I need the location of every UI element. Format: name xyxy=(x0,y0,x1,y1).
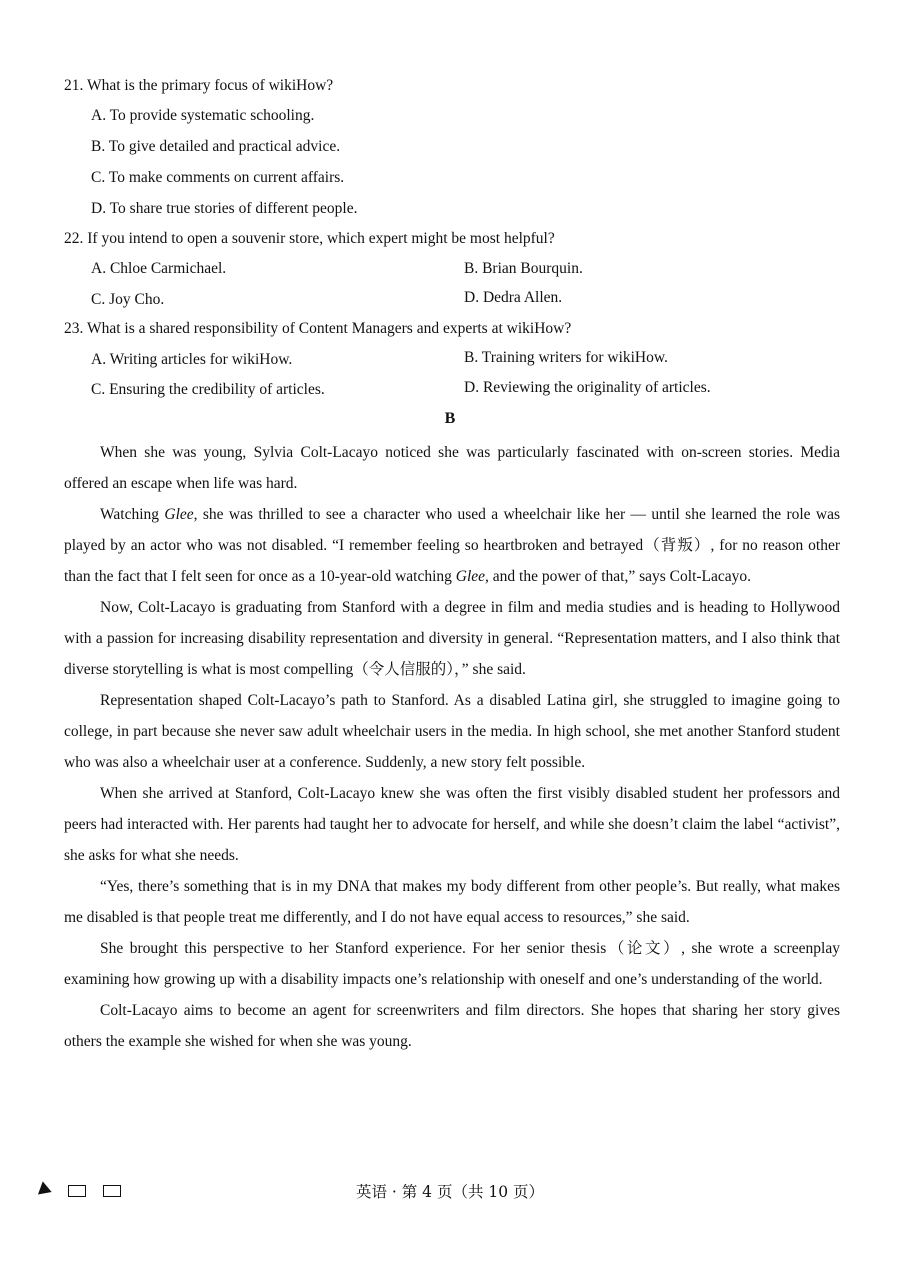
paragraph-2-text: Watching xyxy=(100,506,165,523)
question-23-stem: 23. What is a shared responsibility of Content Managers and experts at wikiHow? xyxy=(64,320,572,337)
question-23-option-b: B. Training writers for wikiHow. xyxy=(464,349,668,366)
paragraph-2-text: , she was thrilled to see a character who used a wheelchair like her — until she learned the role was played by an actor who was not disabled. “I remember feeling so heartbroken and betrayed（背叛）, for no reason other than the fact that I felt seen for once as a 10-year-old watching xyxy=(64,506,840,585)
page-number: 英语 · 第 4 页（共 10 页） xyxy=(355,1183,545,1201)
question-21-option-a: A. To provide systematic schooling. xyxy=(91,107,315,124)
question-22-stem: 22. If you intend to open a souvenir store, which expert might be most helpful? xyxy=(64,230,555,247)
question-21-option-b: B. To give detailed and practical advice. xyxy=(91,138,341,155)
question-22-option-c: C. Joy Cho. xyxy=(91,291,165,308)
passage-paragraph-1: When she was young, Sylvia Colt-Lacayo noticed she was particularly fascinated with on-screen stories. Media offered an escape when life was hard. xyxy=(64,444,840,492)
question-21-stem: 21. What is the primary focus of wikiHow? xyxy=(64,77,334,94)
question-22-option-d: D. Dedra Allen. xyxy=(464,289,563,306)
question-23-option-c: C. Ensuring the credibility of articles. xyxy=(91,381,325,398)
page-footer xyxy=(0,1180,900,1204)
passage-paragraph-7: She brought this perspective to her Stanford experience. For her senior thesis（论文）, she wrote a screenplay examining how growing up with a disability impacts one’s relationship with oneself and one’s understanding of the world. xyxy=(64,940,840,988)
question-21-option-c: C. To make comments on current affairs. xyxy=(91,169,345,186)
question-23-option-d: D. Reviewing the originality of articles. xyxy=(464,379,711,396)
show-title-glee: Glee xyxy=(455,568,486,585)
paragraph-2-text: , and the power of that,” says Colt-Lacayo. xyxy=(485,568,752,585)
question-23-option-a: A. Writing articles for wikiHow. xyxy=(91,351,293,368)
passage-paragraph-8: Colt-Lacayo aims to become an agent for screenwriters and film directors. She hopes that sharing her story gives others the example she wished for when she was young. xyxy=(64,1002,840,1050)
question-22-option-a: A. Chloe Carmichael. xyxy=(91,260,227,277)
passage-paragraph-4: Representation shaped Colt-Lacayo’s path to Stanford. As a disabled Latina girl, she struggled to imagine going to college, in part because she never saw adult wheelchair users in the media. In high school, she met another Stanford student who was also a wheelchair user at a conference. Suddenly, a new story felt possible. xyxy=(64,692,840,771)
show-title-glee: Glee xyxy=(164,506,194,523)
passage-paragraph-2 xyxy=(64,499,840,592)
passage-paragraph-5: When she arrived at Stanford, Colt-Lacayo knew she was often the first visibly disabled student her professors and peers had interacted with. Her parents had taught her to advocate for herself, and while she doesn’t claim the label “activist”, she asks for what she needs. xyxy=(64,785,840,864)
section-heading: B xyxy=(444,410,456,427)
passage-paragraph-3: Now, Colt-Lacayo is graduating from Stanford with a degree in film and media studies and is heading to Hollywood with a passion for increasing disability representation and diversity in general. “Representation matters, and I also think that diverse storytelling is what is most compelling（令人信服的），” she said. xyxy=(64,599,840,678)
question-21-option-d: D. To share true stories of different people. xyxy=(91,200,358,217)
passage-paragraph-6: “Yes, there’s something that is in my DNA that makes my body different from other people’s. But really, what makes me disabled is that people treat me differently, and I do not have equal access to resources,” she said. xyxy=(64,878,840,926)
reading-passage xyxy=(64,437,840,1057)
question-22-option-b: B. Brian Bourquin. xyxy=(464,260,583,277)
